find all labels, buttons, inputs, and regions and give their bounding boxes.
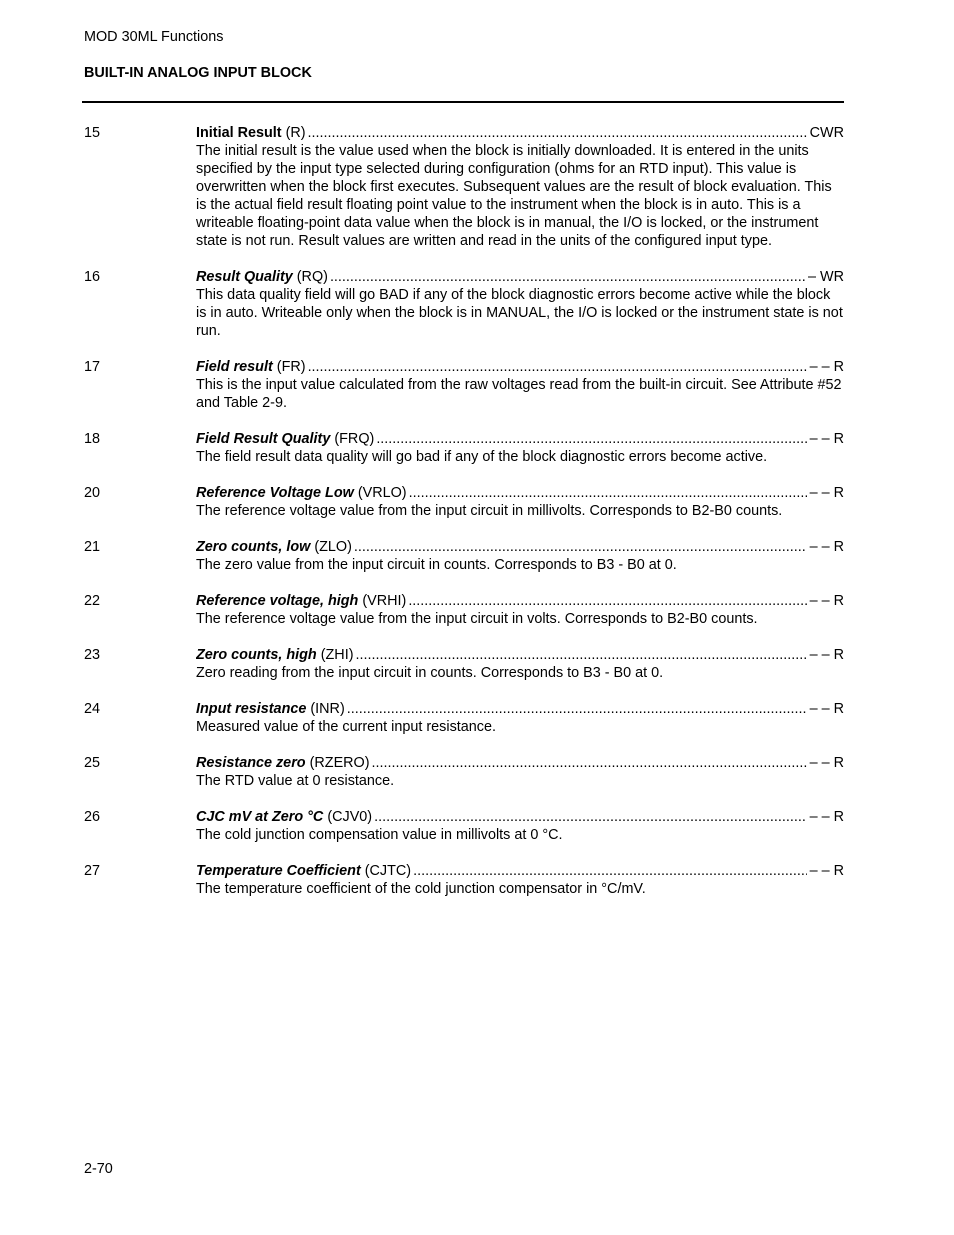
attribute-name: Field result <box>196 359 273 375</box>
attribute-entry-25 <box>84 754 844 790</box>
dot-leader <box>407 484 807 502</box>
attribute-description: This data quality field will go BAD if any of the block diagnostic errors become active while the block is in auto. Writeable only when the block is in MANUAL, the I/O is locked or the instrument state is not run. <box>196 287 843 339</box>
dot-leader <box>352 538 807 556</box>
attribute-content <box>196 862 844 898</box>
attribute-name: Reference Voltage Low <box>196 485 354 501</box>
attribute-entry-21 <box>84 538 844 574</box>
attribute-title-line <box>196 862 844 880</box>
attribute-abbreviation: (RZERO) <box>309 755 370 771</box>
attribute-description: The zero value from the input circuit in counts. Corresponds to B3 - B0 at 0. <box>196 557 677 573</box>
attribute-description: This is the input value calculated from the raw voltages read from the built-in circuit. See Attribute #52 and Table 2-9. <box>196 377 842 411</box>
dot-leader <box>353 646 806 664</box>
attribute-number: 24 <box>84 701 101 717</box>
attribute-number: 25 <box>84 755 101 771</box>
attribute-content <box>196 808 844 844</box>
attribute-content <box>196 358 844 412</box>
attribute-content <box>196 268 844 340</box>
attribute-title-line <box>196 700 844 718</box>
attribute-content <box>196 124 844 250</box>
attribute-number: 20 <box>84 485 101 501</box>
attribute-description: The field result data quality will go bad if any of the block diagnostic errors become active. <box>196 449 768 465</box>
attribute-abbreviation: (INR) <box>310 701 345 717</box>
dot-leader <box>328 268 805 286</box>
attribute-content <box>196 484 844 520</box>
attribute-entry-15 <box>84 124 844 250</box>
attribute-access: – – R <box>809 593 844 609</box>
attribute-title-line <box>196 592 844 610</box>
attribute-name: Field Result Quality <box>196 431 331 447</box>
attribute-number: 17 <box>84 359 101 375</box>
attribute-entry-24 <box>84 700 844 736</box>
attribute-description: The initial result is the value used when the block is initially downloaded. It is entered in the units specified by the input type selected during configuration (ohms for an RTD input). This value is overwritten when the block first executes. Subsequent values are the result of block evaluation. This is the actual field result floating point value to the instrument when the block is in auto. This is a writeable floating-point data value when the block is in manual, the I/O is locked, or the instrument state is not run. Result values are written and read in the units of the configured input type. <box>196 143 832 249</box>
attribute-description: The reference voltage value from the input circuit in volts. Corresponds to B2-B0 counts. <box>196 611 758 627</box>
attribute-content <box>196 646 844 682</box>
dot-leader <box>306 124 807 142</box>
attribute-title-line <box>196 124 844 142</box>
attribute-number: 18 <box>84 431 101 447</box>
dot-leader <box>306 358 807 376</box>
attribute-abbreviation: (CJTC) <box>364 863 412 879</box>
attribute-access: – – R <box>809 701 844 717</box>
attribute-abbreviation: (FR) <box>276 359 306 375</box>
attribute-abbreviation: (ZLO) <box>314 539 352 555</box>
attribute-entry-22 <box>84 592 844 628</box>
attribute-name: Resistance zero <box>196 755 306 771</box>
attribute-entry-16 <box>84 268 844 340</box>
attribute-number: 22 <box>84 593 101 609</box>
attribute-description: The RTD value at 0 resistance. <box>196 773 395 789</box>
attribute-title-line <box>196 430 844 448</box>
attribute-list <box>84 124 844 916</box>
attribute-entry-26 <box>84 808 844 844</box>
attribute-description: The temperature coefficient of the cold junction compensator in °C/mV. <box>196 881 646 897</box>
header-divider <box>82 101 844 103</box>
attribute-description: Measured value of the current input resistance. <box>196 719 496 735</box>
dot-leader <box>370 754 807 772</box>
attribute-name: Reference voltage, high <box>196 593 359 609</box>
attribute-content <box>196 538 844 574</box>
attribute-name: Temperature Coefficient <box>196 863 361 879</box>
attribute-description: Zero reading from the input circuit in counts. Corresponds to B3 - B0 at 0. <box>196 665 664 681</box>
page-number: 2-70 <box>84 1161 113 1177</box>
attribute-access: – – R <box>809 485 844 501</box>
document-title: MOD 30ML Functions <box>84 29 224 45</box>
attribute-title-line <box>196 754 844 772</box>
attribute-content <box>196 754 844 790</box>
dot-leader <box>372 808 807 826</box>
attribute-abbreviation: (FRQ) <box>334 431 375 447</box>
attribute-entry-18 <box>84 430 844 466</box>
attribute-number: 23 <box>84 647 101 663</box>
attribute-name: CJC mV at Zero °C <box>196 809 324 825</box>
attribute-access: – – R <box>809 431 844 447</box>
dot-leader <box>374 430 806 448</box>
attribute-access: – – R <box>809 755 844 771</box>
attribute-number: 27 <box>84 863 101 879</box>
attribute-title-line <box>196 808 844 826</box>
attribute-abbreviation: (CJV0) <box>327 809 373 825</box>
attribute-title-line <box>196 646 844 664</box>
attribute-access: – – R <box>809 863 844 879</box>
attribute-access: – WR <box>808 269 844 285</box>
attribute-title-line <box>196 484 844 502</box>
attribute-abbreviation: (VRLO) <box>357 485 407 501</box>
attribute-entry-27 <box>84 862 844 898</box>
attribute-entry-23 <box>84 646 844 682</box>
attribute-abbreviation: (VRHI) <box>362 593 407 609</box>
attribute-access: CWR <box>809 125 844 141</box>
attribute-number: 26 <box>84 809 101 825</box>
attribute-access: – – R <box>809 647 844 663</box>
attribute-access: – – R <box>809 539 844 555</box>
attribute-abbreviation: (R) <box>285 125 306 141</box>
attribute-number: 16 <box>84 269 101 285</box>
section-title: BUILT-IN ANALOG INPUT BLOCK <box>84 65 312 81</box>
attribute-content <box>196 592 844 628</box>
dot-leader <box>411 862 807 880</box>
attribute-title-line <box>196 358 844 376</box>
attribute-title-line <box>196 538 844 556</box>
dot-leader <box>345 700 807 718</box>
attribute-entry-20 <box>84 484 844 520</box>
attribute-number: 21 <box>84 539 101 555</box>
attribute-name: Zero counts, low <box>196 539 311 555</box>
attribute-name: Input resistance <box>196 701 307 717</box>
attribute-title-line <box>196 268 844 286</box>
attribute-content <box>196 700 844 736</box>
attribute-description: The cold junction compensation value in millivolts at 0 °C. <box>196 827 563 843</box>
attribute-abbreviation: (RQ) <box>296 269 328 285</box>
dot-leader <box>406 592 806 610</box>
attribute-name: Initial Result <box>196 125 282 141</box>
attribute-entry-17 <box>84 358 844 412</box>
attribute-description: The reference voltage value from the input circuit in millivolts. Corresponds to B2-B0 counts. <box>196 503 783 519</box>
attribute-content <box>196 430 844 466</box>
attribute-access: – – R <box>809 809 844 825</box>
attribute-name: Result Quality <box>196 269 293 285</box>
attribute-number: 15 <box>84 125 101 141</box>
attribute-name: Zero counts, high <box>196 647 317 663</box>
attribute-access: – – R <box>809 359 844 375</box>
attribute-abbreviation: (ZHI) <box>320 647 354 663</box>
